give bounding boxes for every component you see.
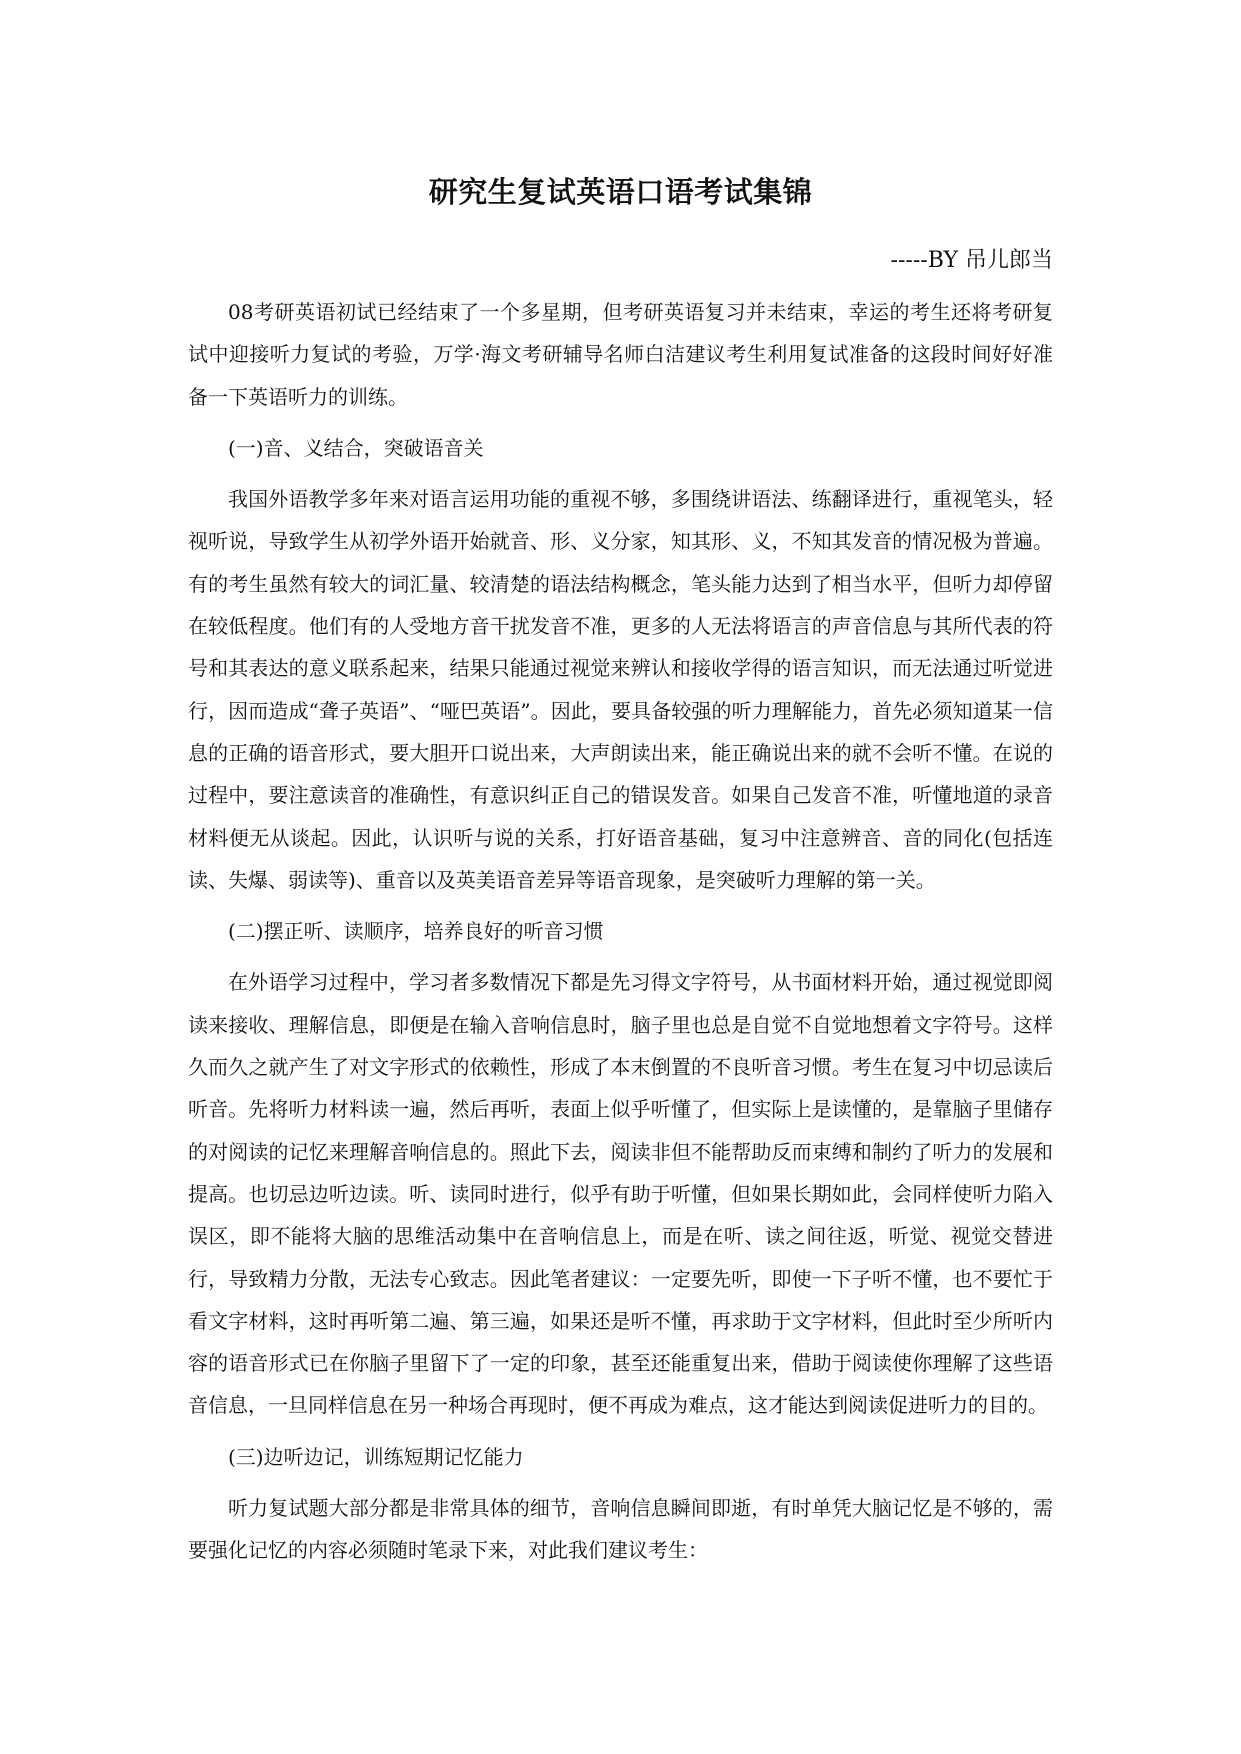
document-body [188, 291, 1053, 1572]
paragraph-section-2: 在外语学习过程中，学习者多数情况下都是先习得文字符号，从书面材料开始，通过视觉即阅读来接收、理解信息，即便是在输入音响信息时，脑子里也总是自觉不自觉地想着文字符号。这样久而久之就产生了对文字形式的依赖性，形成了本末倒置的不良听音习惯。考生在复习中切忌读后听音。先将听力材料读一遍，然后再听，表面上似乎听懂了，但实际上是读懂的，是靠脑子里储存的对阅读的记忆来理解音响信息的。照此下去，阅读非但不能帮助反而束缚和制约了听力的发展和提高。也切忌边听边读。听、读同时进行，似乎有助于听懂，但如果长期如此，会同样使听力陷入误区，即不能将大脑的思维活动集中在音响信息上，而是在听、读之间往返，听觉、视觉交替进行，导致精力分散，无法专心致志。因此笔者建议：一定要先听，即使一下子听不懂，也不要忙于看文字材料，这时再听第二遍、第三遍，如果还是听不懂，再求助于文字材料，但此时至少所听内容的语音形式已在你脑子里留下了一定的印象，甚至还能重复出来，借助于阅读使你理解了这些语音信息，一旦同样信息在另一种场合再现时，便不再成为难点，这才能达到阅读促进听力的目的。 [188, 970, 1053, 1418]
document-title: 研究生复试英语口语考试集锦 [428, 175, 813, 209]
paragraph-intro: 08考研英语初试已经结束了一个多星期，但考研英语复习并未结束，幸运的考生还将考研复试中迎接听力复试的考验，万学·海文考研辅导名师白洁建议考生利用复试准备的这段时间好好准备一下英语听力的训练。 [188, 300, 1053, 409]
section-heading-3: (三)边听边记，训练短期记忆能力 [228, 1444, 524, 1469]
paragraph-section-3: 听力复试题大部分都是非常具体的细节，音响信息瞬间即逝，有时单凭大脑记忆是不够的，需要强化记忆的内容必须随时笔录下来，对此我们建议考生： [188, 1496, 1053, 1563]
document-byline: -----BY 吊儿郎当 [890, 248, 1053, 273]
section-heading-2: (二)摆正听、读顺序，培养良好的听音习惯 [228, 919, 604, 944]
section-heading-1: (一)音、义结合，突破语音关 [228, 435, 484, 460]
paragraph-section-1: 我国外语教学多年来对语言运用功能的重视不够，多围绕讲语法、练翻译进行，重视笔头，轻视听说，导致学生从初学外语开始就音、形、义分家，知其形、义，不知其发音的情况极为普遍。有的考生虽然有较大的词汇量、较清楚的语法结构概念，笔头能力达到了相当水平，但听力却停留在较低程度。他们有的人受地方音干扰发音不准，更多的人无法将语言的声音信息与其所代表的符号和其表达的意义联系起来，结果只能通过视觉来辨认和接收学得的语言知识，而无法通过听觉进行，因而造成“聋子英语”、“哑巴英语”。因此，要具备较强的听力理解能力，首先必须知道某一信息的正确的语音形式，要大胆开口说出来，大声朗读出来，能正确说出来的就不会听不懂。在说的过程中，要注意读音的准确性，有意识纠正自己的错误发音。如果自己发音不准，听懂地道的录音材料便无从谈起。因此，认识听与说的关系，打好语音基础，复习中注意辨音、音的同化(包括连读、失爆、弱读等)、重音以及英美语音差异等语音现象，是突破听力理解的第一关。 [188, 487, 1053, 892]
